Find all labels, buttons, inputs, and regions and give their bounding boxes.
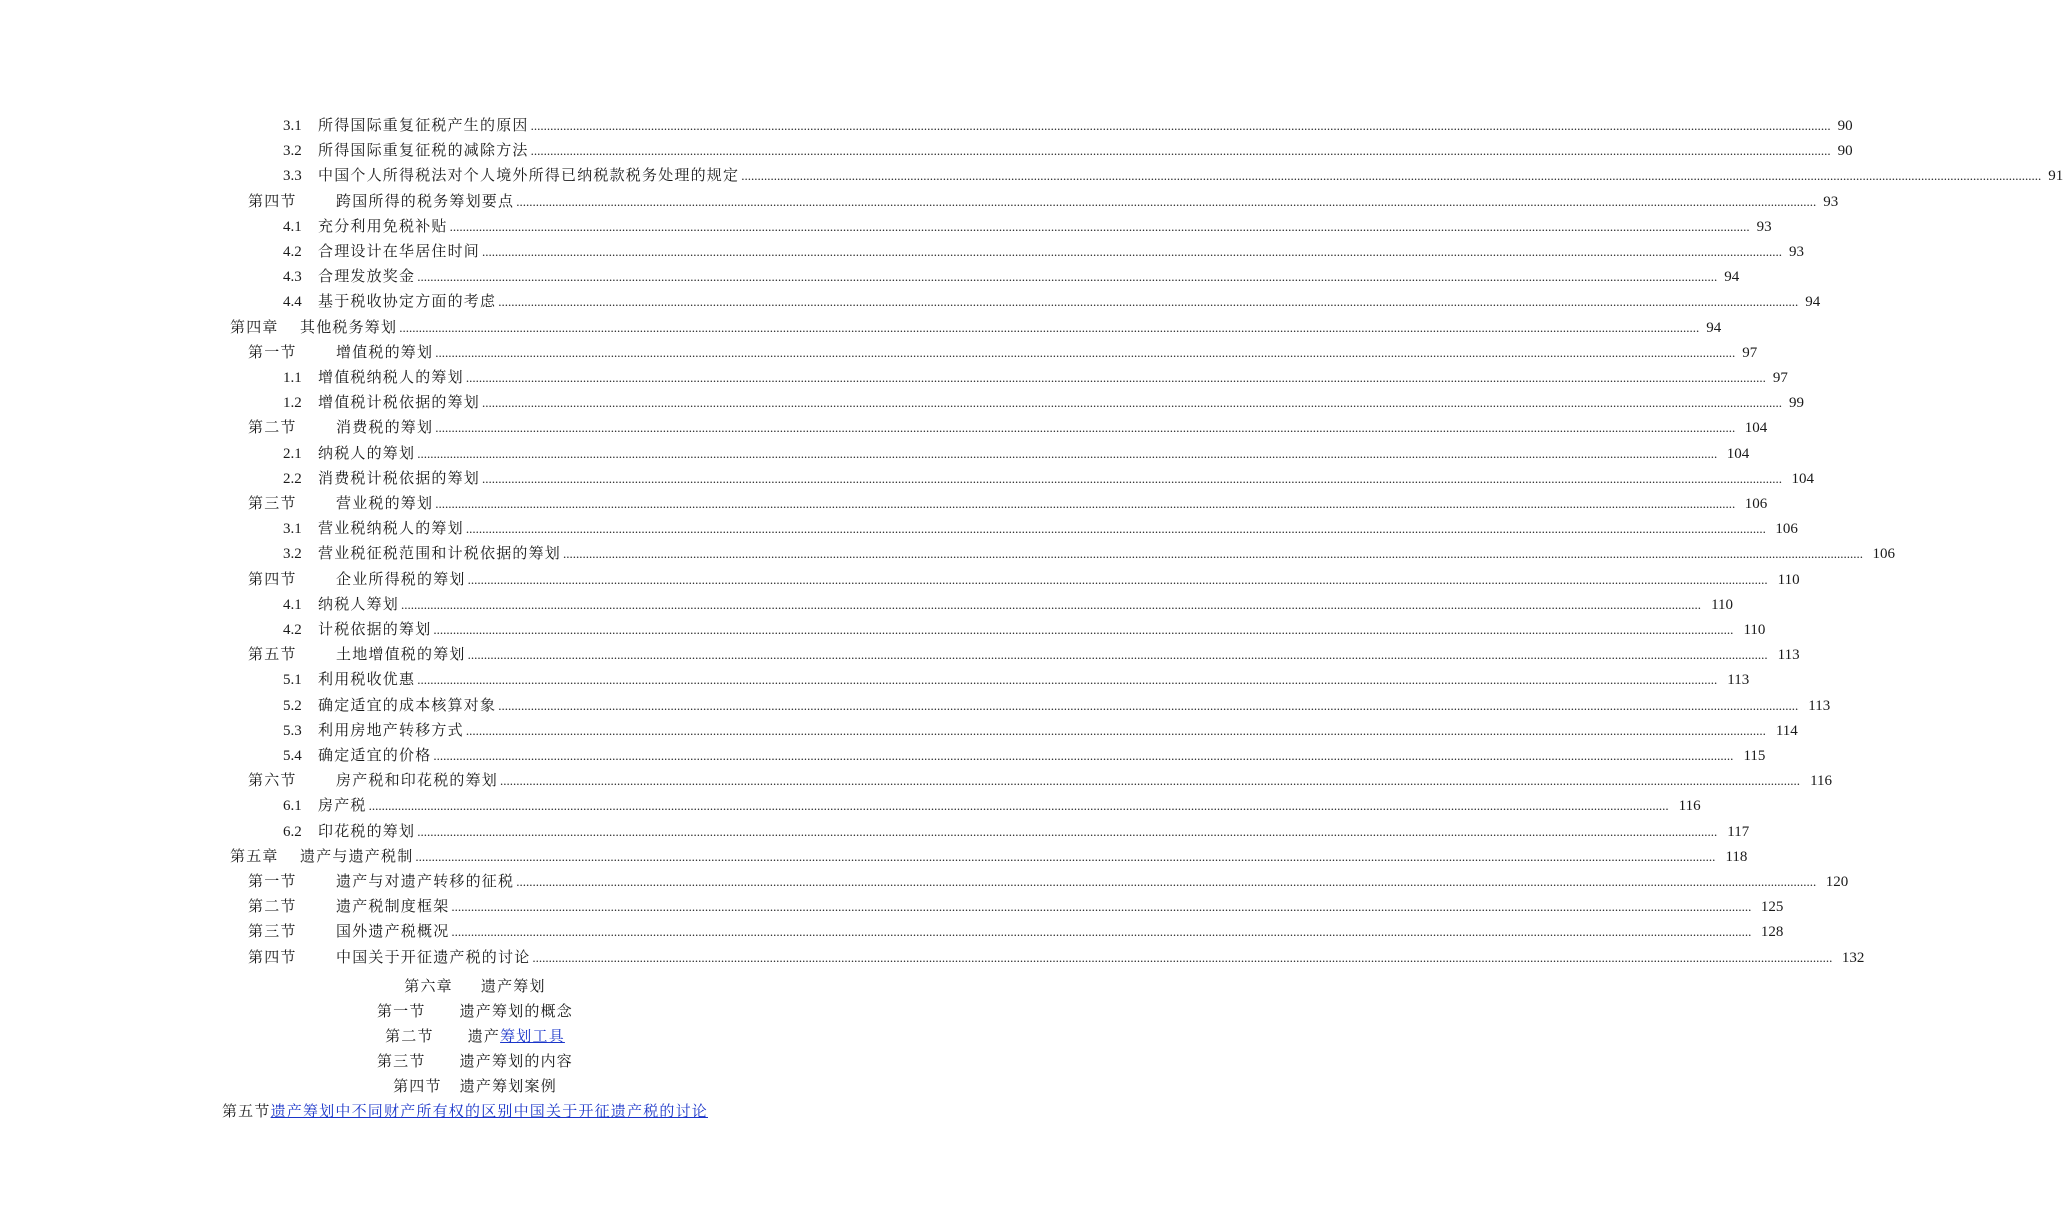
toc-page-number: 132: [1841, 949, 1865, 966]
toc-leader-dots: ................................................................................................................................................................................................................................................................................................................................................................................................................: [415, 848, 1716, 864]
toc-page-number: 91: [2048, 168, 2063, 185]
toc-leader-dots: ................................................................................................................................................................................................................................................................................................................................................................................................................: [451, 924, 1752, 940]
toc-leader-dots: ................................................................................................................................................................................................................................................................................................................................................................................................................: [465, 722, 1766, 738]
toc-leader-dots: ................................................................................................................................................................................................................................................................................................................................................................................................................: [417, 672, 1718, 688]
toc-number: 3.2: [283, 143, 302, 160]
toc-leader-dots: ................................................................................................................................................................................................................................................................................................................................................................................................................: [433, 622, 1734, 637]
toc-title: 房产税: [318, 796, 367, 815]
toc-leader-dots: ................................................................................................................................................................................................................................................................................................................................................................................................................: [532, 949, 1833, 965]
toc-label: [283, 693, 496, 718]
toc-leader-dots: ................................................................................................................................................................................................................................................................................................................................................................................................................: [482, 470, 1783, 486]
toc-number: 第一节: [248, 342, 297, 361]
toc-label: [283, 163, 739, 188]
toc-title: 所得国际重复征税产生的原因: [318, 116, 529, 134]
toc-chapter-6-section-5: [0, 1099, 950, 1123]
toc-number: 5.4: [283, 748, 302, 764]
toc-leader-dots: ................................................................................................................................................................................................................................................................................................................................................................................................................: [516, 874, 1817, 889]
toc-section-row: [248, 919, 1784, 943]
toc-title: 消费税计税依据的筹划: [318, 468, 481, 487]
toc-chapter-6: [0, 974, 950, 998]
section-title: 遗产筹划的内容: [459, 1052, 573, 1070]
toc-number: 第四节: [248, 191, 297, 210]
toc-page-number: 116: [1810, 773, 1833, 790]
toc-label: [248, 919, 449, 943]
toc-page-number: 125: [1760, 899, 1784, 916]
toc-label: [230, 844, 413, 868]
toc-number: 第四章: [230, 317, 279, 336]
toc-label: [283, 239, 480, 264]
toc-subsection-row: [283, 793, 1701, 817]
toc-number: 第五节: [248, 645, 297, 664]
toc-subsection-row: [283, 441, 1750, 465]
toc-chapter-6-section-4: [0, 1074, 950, 1098]
toc-leader-dots: ................................................................................................................................................................................................................................................................................................................................................................................................................: [417, 823, 1718, 839]
toc-title: 中国关于开征遗产税的讨论: [336, 947, 531, 966]
toc-leader-dots: ................................................................................................................................................................................................................................................................................................................................................................................................................: [530, 118, 1831, 133]
toc-page-number: 93: [1789, 244, 1805, 260]
toc-page-number: 90: [1837, 143, 1853, 160]
toc-label: [283, 819, 415, 844]
toc-page-number: 104: [1726, 445, 1750, 462]
toc-page-number: 128: [1760, 924, 1784, 941]
toc-number: 4.4: [283, 294, 302, 311]
toc-leader-dots: ................................................................................................................................................................................................................................................................................................................................................................................................................: [482, 395, 1783, 411]
toc-number: 4.1: [283, 218, 302, 235]
toc-title: 印花税的筹划: [318, 821, 416, 840]
toc-number: 4.3: [283, 269, 302, 286]
toc-page-number: 118: [1725, 848, 1748, 865]
toc-label: [248, 768, 498, 792]
toc-number: 第三节: [248, 494, 297, 512]
toc-title: 其他税务筹划: [300, 317, 398, 336]
toc-title: 遗产与对遗产转移的征税: [336, 872, 515, 890]
toc-label: [248, 945, 530, 969]
toc-title: 消费税的筹划: [336, 418, 434, 437]
toc-subsection-row: [283, 516, 1798, 540]
toc-label: [283, 667, 415, 692]
toc-chapter-6-section-1: [0, 999, 950, 1023]
toc-number: 5.1: [283, 672, 302, 689]
toc-page-number: 110: [1743, 622, 1766, 638]
toc-label: [283, 793, 367, 818]
toc-number: 第四节: [248, 947, 297, 966]
toc-subsection-row: [283, 592, 1734, 616]
toc-leader-dots: ................................................................................................................................................................................................................................................................................................................................................................................................................: [401, 596, 1702, 612]
toc-label: [283, 617, 431, 642]
toc-page-number: 106: [1872, 546, 1896, 563]
toc-section-row: [248, 491, 1768, 515]
section-title-link[interactable]: 遗产筹划中不同财产所有权的区别中国关于开征遗产税的讨论: [270, 1102, 708, 1120]
toc-page-number: 99: [1789, 395, 1805, 412]
toc-subsection-row: [283, 617, 1766, 641]
toc-chapter-6-section-3: [0, 1049, 950, 1073]
toc-label: [248, 340, 433, 364]
toc-number: 4.2: [283, 244, 302, 260]
toc-label: [283, 365, 464, 390]
toc-leader-dots: ................................................................................................................................................................................................................................................................................................................................................................................................................: [498, 697, 1799, 713]
toc-number: 5.3: [283, 722, 302, 739]
toc-section-row: [248, 340, 1758, 364]
toc-number: 3.2: [283, 546, 302, 563]
toc-label: [283, 113, 529, 138]
toc-subsection-row: [283, 743, 1766, 767]
toc-page-number: 114: [1775, 722, 1798, 739]
toc-leader-dots: ................................................................................................................................................................................................................................................................................................................................................................................................................: [467, 647, 1768, 663]
toc-section-row: [248, 768, 1833, 792]
toc-label: [248, 415, 433, 439]
toc-label: [283, 718, 464, 743]
toc-label: [248, 189, 514, 213]
toc-title: 遗产税制度框架: [336, 897, 450, 916]
toc-subsection-row: [283, 819, 1750, 843]
toc-section-row: [248, 894, 1784, 918]
toc-number: 5.2: [283, 697, 302, 714]
toc-page-number: 97: [1772, 370, 1788, 386]
toc-leader-dots: ................................................................................................................................................................................................................................................................................................................................................................................................................: [417, 269, 1718, 285]
toc-label: [283, 592, 399, 617]
toc-subsection-row: [283, 264, 1740, 288]
toc-number: 第二节: [248, 418, 297, 437]
toc-page-number: 113: [1777, 647, 1800, 664]
toc-label: [283, 441, 415, 466]
toc-page-number: 93: [1756, 218, 1772, 235]
toc-label: [248, 894, 449, 918]
toc-chapter-6-section-2: [0, 1024, 950, 1048]
toc-page-number: 110: [1711, 596, 1734, 613]
toc-label: [230, 315, 397, 339]
toc-leader-dots: ................................................................................................................................................................................................................................................................................................................................................................................................................: [467, 571, 1768, 587]
toc-title: 营业税纳税人的筹划: [318, 519, 464, 538]
toc-page-number: 113: [1727, 672, 1750, 689]
toc-section-row: [248, 869, 1849, 893]
section-title: 遗产筹划案例: [459, 1077, 557, 1095]
toc-leader-dots: ................................................................................................................................................................................................................................................................................................................................................................................................................: [465, 521, 1766, 537]
toc-subsection-row: [283, 163, 2063, 187]
toc-page-number: 104: [1791, 470, 1815, 487]
toc-label: [248, 869, 514, 893]
toc-number: 3.3: [283, 168, 302, 185]
chapter-number: 第六章: [404, 977, 453, 995]
toc-title: 土地增值税的筹划: [336, 645, 466, 664]
toc-leader-dots: ................................................................................................................................................................................................................................................................................................................................................................................................................: [500, 773, 1801, 789]
section-title: 遗产筹划的概念: [459, 1002, 573, 1020]
toc-title: 纳税人筹划: [318, 594, 400, 613]
toc-number: 第三节: [248, 922, 297, 941]
toc-number: 1.2: [283, 395, 302, 412]
toc-title: 确定适宜的价格: [318, 746, 432, 764]
toc-page-number: 93: [1823, 193, 1839, 210]
toc-label: [283, 214, 448, 239]
section-number: 第五节: [221, 1102, 271, 1120]
toc-page-number: 94: [1724, 269, 1740, 286]
toc-label: [283, 743, 431, 768]
toc-page-number: 94: [1805, 294, 1821, 311]
toc-title: 营业税征税范围和计税依据的筹划: [318, 544, 562, 563]
toc-leader-dots: ................................................................................................................................................................................................................................................................................................................................................................................................................: [399, 319, 1700, 335]
toc-number: 4.2: [283, 622, 302, 638]
toc-leader-dots: ................................................................................................................................................................................................................................................................................................................................................................................................................: [368, 798, 1669, 814]
toc-leader-dots: ................................................................................................................................................................................................................................................................................................................................................................................................................: [435, 344, 1736, 360]
toc-title: 确定适宜的成本核算对象: [318, 695, 497, 714]
toc-number: 4.1: [283, 596, 302, 613]
toc-label: [283, 138, 529, 163]
toc-section-row: [248, 567, 1800, 591]
toc-title: 遗产与遗产税制: [300, 846, 414, 865]
toc-title: 纳税人的筹划: [318, 443, 416, 462]
toc-number: 3.1: [283, 521, 302, 538]
toc-section-row: [248, 945, 1865, 969]
toc-number: 2.2: [283, 470, 302, 487]
toc-leader-dots: ................................................................................................................................................................................................................................................................................................................................................................................................................: [449, 218, 1750, 234]
toc-subsection-row: [283, 239, 1805, 263]
toc-title: 利用税收优惠: [318, 670, 416, 689]
toc-title: 国外遗产税概况: [336, 922, 450, 941]
toc-title: 合理设计在华居住时间: [318, 242, 481, 260]
toc-section-row: [248, 415, 1768, 439]
toc-page-number: 90: [1837, 118, 1853, 134]
chapter-title: 遗产筹划: [480, 977, 546, 995]
toc-page-number: 115: [1743, 748, 1766, 764]
toc-label: [248, 491, 433, 515]
toc-number: 6.1: [283, 798, 302, 815]
toc-title: 中国个人所得税法对个人境外所得已纳税款税务处理的规定: [318, 166, 740, 185]
toc-title: 计税依据的筹划: [318, 620, 432, 638]
toc-subsection-row: [283, 365, 1788, 389]
toc-leader-dots: ................................................................................................................................................................................................................................................................................................................................................................................................................: [530, 143, 1831, 159]
toc-subsection-row: [283, 693, 1831, 717]
section-number: 第二节: [385, 1027, 434, 1045]
toc-leader-dots: ................................................................................................................................................................................................................................................................................................................................................................................................................: [435, 420, 1736, 436]
toc-page-number: 110: [1777, 571, 1800, 588]
toc-section-row: [248, 642, 1800, 666]
toc-subsection-row: [283, 667, 1750, 691]
toc-leader-dots: ................................................................................................................................................................................................................................................................................................................................................................................................................: [498, 294, 1799, 310]
toc-title: 基于税收协定方面的考虑: [318, 292, 497, 311]
toc-leader-dots: ................................................................................................................................................................................................................................................................................................................................................................................................................: [451, 899, 1752, 915]
toc-subsection-row: [283, 466, 1815, 490]
toc-subsection-row: [283, 390, 1805, 414]
toc-title: 增值税的筹划: [336, 342, 434, 361]
toc-label: [283, 289, 496, 314]
toc-title: 营业税的筹划: [336, 494, 434, 512]
toc-section-row: [248, 189, 1839, 213]
toc-leader-dots: ................................................................................................................................................................................................................................................................................................................................................................................................................: [417, 445, 1718, 461]
toc-number: 2.1: [283, 445, 302, 462]
toc-title: 企业所得税的筹划: [336, 569, 466, 588]
toc-page-number: 97: [1742, 344, 1758, 361]
section-title: 遗产: [467, 1027, 501, 1045]
section-title-link[interactable]: 筹划工具: [500, 1027, 565, 1045]
toc-number: 第四节: [248, 569, 297, 588]
toc-number: 第二节: [248, 897, 297, 916]
toc-label: [283, 466, 480, 491]
toc-label: [283, 541, 561, 566]
toc-leader-dots: ................................................................................................................................................................................................................................................................................................................................................................................................................: [435, 496, 1736, 511]
toc-page-number: 117: [1727, 823, 1750, 840]
toc-number: 第一节: [248, 872, 297, 890]
section-number: 第三节: [376, 1052, 426, 1070]
toc-leader-dots: ................................................................................................................................................................................................................................................................................................................................................................................................................: [482, 244, 1783, 259]
section-number: 第四节: [393, 1077, 442, 1095]
toc-title: 合理发放奖金: [318, 267, 416, 286]
toc-number: 第五章: [230, 846, 279, 865]
toc-number: 6.2: [283, 823, 302, 840]
toc-title: 增值税计税依据的筹划: [318, 393, 481, 412]
toc-label: [283, 390, 480, 415]
toc-chapter-row: [230, 315, 1722, 339]
toc-leader-dots: ................................................................................................................................................................................................................................................................................................................................................................................................................: [563, 546, 1864, 562]
toc-number: 3.1: [283, 118, 302, 134]
toc-title: 跨国所得的税务筹划要点: [336, 191, 515, 210]
toc-label: [248, 642, 466, 666]
toc-title: 增值税纳税人的筹划: [318, 368, 464, 386]
toc-page-number: 94: [1706, 319, 1722, 336]
toc-page-number: 120: [1825, 874, 1849, 890]
toc-subsection-row: [283, 541, 1896, 565]
toc-page-number: 106: [1744, 496, 1768, 512]
toc-title: 房产税和印花税的筹划: [336, 771, 499, 790]
toc-page-number: 106: [1775, 521, 1798, 538]
section-number: 第一节: [376, 1002, 426, 1020]
toc-title: 充分利用免税补贴: [318, 216, 448, 235]
toc-label: [283, 264, 415, 289]
toc-subsection-row: [283, 113, 1853, 137]
toc-page-number: 104: [1744, 420, 1768, 437]
toc-label: [283, 516, 464, 541]
toc-label: [248, 567, 466, 591]
toc-leader-dots: ................................................................................................................................................................................................................................................................................................................................................................................................................: [433, 748, 1734, 763]
toc-number: 第六节: [248, 771, 297, 790]
toc-leader-dots: ................................................................................................................................................................................................................................................................................................................................................................................................................: [741, 168, 2042, 184]
toc-number: 1.1: [283, 370, 302, 386]
toc-title: 利用房地产转移方式: [318, 720, 464, 739]
toc-page-number: 113: [1808, 697, 1831, 714]
toc-subsection-row: [283, 214, 1772, 238]
toc-subsection-row: [283, 289, 1821, 313]
toc-chapter-row: [230, 844, 1748, 868]
toc-leader-dots: ................................................................................................................................................................................................................................................................................................................................................................................................................: [516, 193, 1817, 209]
toc-title: 所得国际重复征税的减除方法: [318, 141, 529, 160]
toc-leader-dots: ................................................................................................................................................................................................................................................................................................................................................................................................................: [465, 370, 1766, 385]
toc-page-number: 116: [1678, 798, 1701, 815]
toc-subsection-row: [283, 138, 1853, 162]
toc-subsection-row: [283, 718, 1798, 742]
